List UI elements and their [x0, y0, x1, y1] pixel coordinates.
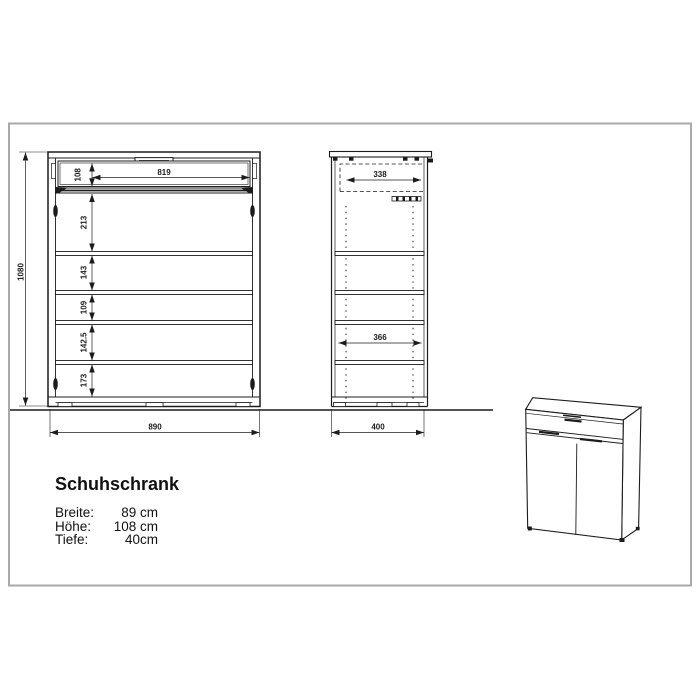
cabinet-side-face: [622, 407, 641, 540]
dim-compartment-5: 173: [79, 373, 89, 388]
dim-overall-width: 890: [148, 422, 162, 432]
shelf: [56, 291, 253, 295]
shelf: [56, 361, 253, 365]
foot: [636, 527, 640, 531]
spec-label: Breite:: [55, 505, 95, 520]
dim-shelf-depth: 366: [373, 332, 387, 342]
drawer-front: [58, 161, 250, 187]
spec-value: 89 cm: [121, 505, 158, 520]
dim-drawer-height: 108: [73, 168, 83, 182]
spec-label: Tiefe:: [55, 532, 89, 548]
spec-value: 40cm: [124, 532, 158, 548]
dim-compartment-4: 142.5: [79, 332, 89, 353]
shelf: [56, 252, 253, 256]
hinge-mark: [250, 205, 255, 217]
shelf: [335, 291, 424, 295]
shelf: [56, 321, 253, 325]
spec-label: Höhe:: [55, 518, 92, 534]
perspective-view: [526, 398, 641, 542]
spec-list: [55, 506, 158, 547]
shelf: [335, 321, 424, 325]
hinge-mark: [250, 378, 255, 390]
wall-bracket-mark: [428, 159, 434, 163]
side-view: [330, 152, 434, 407]
spec-row-tiefe: [55, 533, 158, 547]
dim-drawer-width: 819: [157, 167, 171, 177]
shelf: [335, 252, 424, 256]
product-title: Schuhschrank: [55, 474, 180, 494]
foot: [528, 527, 532, 531]
foot: [620, 538, 625, 542]
dim-compartment-3: 109: [79, 300, 89, 315]
dim-compartment-2: 143: [79, 265, 89, 280]
dim-overall-height: 1080: [16, 263, 26, 281]
spec-value: 108 cm: [113, 518, 158, 534]
spec-row-hoehe: [55, 520, 158, 534]
shelf: [335, 361, 424, 365]
dim-compartment-1: 213: [79, 215, 89, 230]
hinge-mark: [53, 378, 58, 390]
spec-row-breite: [55, 506, 158, 520]
dim-overall-depth: 400: [371, 422, 385, 432]
cabinet-front-face: [526, 409, 624, 540]
hinge-mark: [53, 205, 58, 217]
dim-drawer-depth: 338: [373, 169, 387, 179]
